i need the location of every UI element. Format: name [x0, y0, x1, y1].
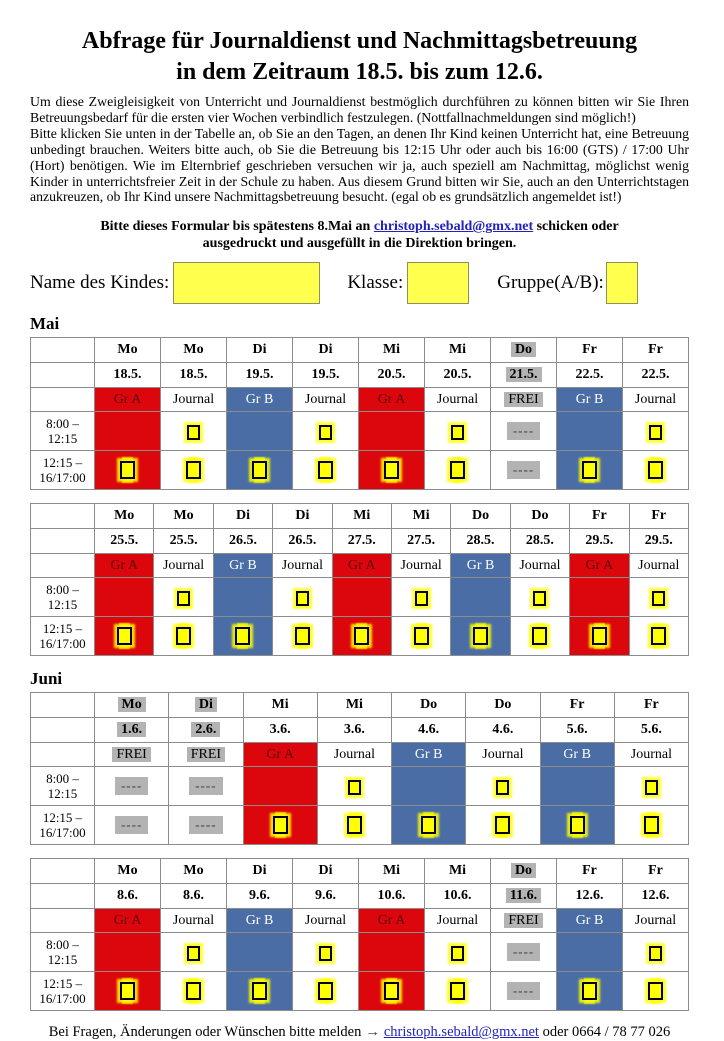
- slot-cell: [317, 767, 391, 806]
- frei-label: FREI: [504, 392, 542, 407]
- slot-cell: [510, 617, 569, 656]
- slot-cell: [451, 578, 510, 617]
- group-cell: Gr B: [451, 554, 510, 578]
- date-cell: 5.6.: [614, 718, 688, 743]
- day-header-cell: Di: [273, 504, 332, 529]
- day-header-cell: Fr: [629, 504, 688, 529]
- name-label: Name des Kindes:: [30, 272, 170, 294]
- checkbox[interactable]: [319, 425, 332, 440]
- slot-cell: [614, 806, 688, 845]
- title-line-1: Abfrage für Journaldienst und Nachmittagsbetreuung: [81, 28, 638, 54]
- checkbox[interactable]: [252, 461, 267, 479]
- slot-cell: [243, 767, 317, 806]
- date-cell: 9.6.: [293, 884, 359, 909]
- checkbox[interactable]: [651, 627, 666, 645]
- disabled-marker: ----: [115, 816, 148, 834]
- day-header-cell: Fr: [557, 338, 623, 363]
- month-heading-mai: Mai: [30, 314, 60, 334]
- slot-cell: [243, 806, 317, 845]
- corner-cell: [31, 693, 95, 718]
- group-cell: Gr A: [95, 909, 161, 933]
- checkbox[interactable]: [384, 461, 399, 479]
- slot-cell: [293, 412, 359, 451]
- slot-cell: [95, 578, 154, 617]
- corner-cell: [31, 363, 95, 388]
- slot-cell: [161, 451, 227, 490]
- slot-cell: [614, 767, 688, 806]
- group-cell: Journal: [614, 743, 688, 767]
- slot-cell: [359, 933, 425, 972]
- date-cell: 18.5.: [95, 363, 161, 388]
- arrow-icon: →: [365, 1024, 380, 1041]
- checkbox[interactable]: [318, 461, 333, 479]
- checkbox[interactable]: [582, 982, 597, 1000]
- disabled-marker: ----: [115, 777, 148, 795]
- checkbox[interactable]: [644, 816, 659, 834]
- group-cell: Journal: [425, 909, 491, 933]
- day-header-cell: Do: [392, 693, 466, 718]
- day-header-cell: Mi: [332, 504, 391, 529]
- slot-cell: [391, 578, 450, 617]
- slot-cell: [332, 617, 391, 656]
- date-cell: 3.6.: [243, 718, 317, 743]
- date-cell: 28.5.: [451, 529, 510, 554]
- date-cell: [169, 718, 243, 743]
- day-header-cell: Mo: [161, 338, 227, 363]
- group-cell: Gr A: [95, 554, 154, 578]
- slot-cell: [293, 451, 359, 490]
- corner-cell: [31, 529, 95, 554]
- day-header-cell: Do: [451, 504, 510, 529]
- holiday-highlight: 1.6.: [117, 722, 146, 737]
- group-cell: Gr A: [95, 388, 161, 412]
- group-cell: Gr B: [213, 554, 272, 578]
- submission-note: [85, 218, 634, 252]
- note-text-pre: Bitte dieses Formular bis spätestens 8.Mai an: [100, 219, 374, 235]
- checkbox[interactable]: [177, 591, 190, 606]
- checkbox[interactable]: [354, 627, 369, 645]
- checkbox[interactable]: [295, 627, 310, 645]
- checkbox[interactable]: [120, 982, 135, 1000]
- holiday-highlight: 11.6.: [506, 888, 541, 903]
- slot-cell: [359, 412, 425, 451]
- group-cell: Journal: [510, 554, 569, 578]
- frei-label: FREI: [112, 747, 150, 762]
- day-header-cell: Fr: [557, 859, 623, 884]
- holiday-highlight: Do: [511, 863, 536, 878]
- group-cell: Gr A: [243, 743, 317, 767]
- date-cell: 29.5.: [570, 529, 629, 554]
- checkbox[interactable]: [384, 982, 399, 1000]
- day-header-cell: Mi: [359, 338, 425, 363]
- group-cell: Gr B: [227, 909, 293, 933]
- checkbox[interactable]: [649, 946, 662, 961]
- day-header-cell: Do: [510, 504, 569, 529]
- checkbox[interactable]: [496, 780, 509, 795]
- checkbox[interactable]: [473, 627, 488, 645]
- note-text-post: schicken oder ausgedruckt und ausgefüllt in die Direktion bringen.: [202, 219, 619, 252]
- slot-cell: [466, 767, 540, 806]
- day-header-cell: Mi: [317, 693, 391, 718]
- checkbox[interactable]: [117, 627, 132, 645]
- checkbox[interactable]: [570, 816, 585, 834]
- group-cell: Journal: [273, 554, 332, 578]
- group-cell: Journal: [629, 554, 688, 578]
- time-row-label: 8:00 – 12:15: [31, 578, 95, 617]
- klasse-label: Klasse:: [347, 272, 404, 294]
- slot-cell: [213, 578, 272, 617]
- checkbox[interactable]: [318, 982, 333, 1000]
- title-line-2: in dem Zeitraum 18.5. bis zum 12.6.: [176, 59, 543, 85]
- slot-cell: [95, 933, 161, 972]
- corner-cell: [31, 743, 95, 767]
- slot-cell: [392, 806, 466, 845]
- contact-footer: [30, 1024, 689, 1041]
- gruppe-label: Gruppe(A/B):: [497, 272, 604, 294]
- slot-cell: [570, 578, 629, 617]
- group-cell: Journal: [466, 743, 540, 767]
- checkbox[interactable]: [450, 461, 465, 479]
- slot-cell: [161, 972, 227, 1011]
- group-cell: Gr B: [227, 388, 293, 412]
- checkbox[interactable]: [648, 461, 663, 479]
- schedule-table-mai-week2: [30, 503, 689, 656]
- day-header-cell: Mi: [425, 859, 491, 884]
- day-header-cell: Fr: [623, 859, 689, 884]
- slot-cell: [425, 451, 491, 490]
- time-row-label: 8:00 – 12:15: [31, 412, 95, 451]
- disabled-marker: ----: [507, 461, 540, 479]
- slot-cell: [629, 578, 688, 617]
- slot-cell: [273, 617, 332, 656]
- corner-cell: [31, 884, 95, 909]
- day-header-cell: Do: [466, 693, 540, 718]
- checkbox[interactable]: [532, 627, 547, 645]
- group-cell: Journal: [425, 388, 491, 412]
- day-header-cell: Fr: [570, 504, 629, 529]
- date-cell: 9.6.: [227, 884, 293, 909]
- group-cell: [95, 743, 169, 767]
- day-header-cell: Fr: [540, 693, 614, 718]
- slot-cell: [213, 617, 272, 656]
- day-header-cell: Di: [213, 504, 272, 529]
- slot-cell: [491, 933, 557, 972]
- day-header-cell: [491, 859, 557, 884]
- student-info-row: [30, 258, 689, 308]
- holiday-highlight: Di: [195, 697, 217, 712]
- slot-cell: [169, 767, 243, 806]
- page-title: [30, 26, 689, 88]
- slot-cell: [95, 617, 154, 656]
- footer-text-pre: Bei Fragen, Änderungen oder Wünschen bitte melden: [48, 1024, 362, 1041]
- checkbox[interactable]: [186, 461, 201, 479]
- time-row-label: 12:15 – 16/17:00: [31, 451, 95, 490]
- slot-cell: [154, 617, 213, 656]
- date-cell: 10.6.: [425, 884, 491, 909]
- checkbox[interactable]: [652, 591, 665, 606]
- checkbox[interactable]: [120, 461, 135, 479]
- slot-cell: [557, 933, 623, 972]
- date-cell: 26.5.: [273, 529, 332, 554]
- intro-paragraph-1: Um diese Zweigleisigkeit von Unterricht und Journaldienst bestmöglich durchführen zu können bitten wir Sie Ihren Betreuungsbedarf für die ersten vier Wochen verbindlich festzulegen. (Nottfallnachmeldungen sind möglich!): [30, 94, 689, 125]
- day-header-cell: Fr: [623, 338, 689, 363]
- day-header-cell: Mi: [425, 338, 491, 363]
- group-cell: Journal: [623, 388, 689, 412]
- slot-cell: [425, 933, 491, 972]
- date-cell: 20.5.: [359, 363, 425, 388]
- group-cell: [491, 909, 557, 933]
- date-cell: 25.5.: [95, 529, 154, 554]
- checkbox[interactable]: [347, 816, 362, 834]
- slot-cell: [629, 617, 688, 656]
- day-header-cell: Mo: [161, 859, 227, 884]
- checkbox[interactable]: [235, 627, 250, 645]
- group-cell: Gr B: [557, 909, 623, 933]
- date-cell: 29.5.: [629, 529, 688, 554]
- slot-cell: [95, 767, 169, 806]
- slot-cell: [359, 451, 425, 490]
- day-header-cell: Mo: [95, 338, 161, 363]
- group-cell: Gr B: [557, 388, 623, 412]
- slot-cell: [391, 617, 450, 656]
- disabled-marker: ----: [189, 777, 222, 795]
- slot-cell: [557, 412, 623, 451]
- slot-cell: [392, 767, 466, 806]
- date-cell: 27.5.: [332, 529, 391, 554]
- date-cell: 22.5.: [623, 363, 689, 388]
- day-header-cell: Di: [293, 859, 359, 884]
- checkbox[interactable]: [648, 982, 663, 1000]
- time-row-label: 8:00 – 12:15: [31, 933, 95, 972]
- slot-cell: [95, 806, 169, 845]
- holiday-highlight: 21.5.: [506, 367, 542, 382]
- group-cell: [169, 743, 243, 767]
- group-cell: Journal: [317, 743, 391, 767]
- checkbox[interactable]: [582, 461, 597, 479]
- group-cell: Gr A: [332, 554, 391, 578]
- date-cell: [491, 363, 557, 388]
- footer-email-link[interactable]: christoph.sebald@gmx.net: [383, 1024, 539, 1041]
- slot-cell: [169, 806, 243, 845]
- checkbox[interactable]: [414, 627, 429, 645]
- slot-cell: [293, 933, 359, 972]
- slot-cell: [540, 806, 614, 845]
- date-cell: 26.5.: [213, 529, 272, 554]
- date-cell: 4.6.: [392, 718, 466, 743]
- disabled-marker: ----: [507, 943, 540, 961]
- slot-cell: [227, 972, 293, 1011]
- slot-cell: [161, 412, 227, 451]
- checkbox[interactable]: [592, 627, 607, 645]
- group-cell: Journal: [623, 909, 689, 933]
- date-cell: 8.6.: [161, 884, 227, 909]
- date-cell: [95, 718, 169, 743]
- slot-cell: [425, 972, 491, 1011]
- date-cell: 5.6.: [540, 718, 614, 743]
- intro-paragraph-2: Bitte klicken Sie unten in der Tabelle an, ob Sie an den Tagen, an denen Ihr Kind keinen Unterricht hat, eine Betreuung unbedingt brauchen. Weiters bitte auch, ob Sie die Betreuung bis 12:15 Uhr oder auch bis 16:00 (GTS) / 17:00 Uhr (Hort) benötigen. Wie im Elternbrief geschrieben versuchen wir ja, auch speziell am Nachmittag, möglichst wenig Kinder in unterrichtsfreier Zeit in der Schule zu haben. Aus diesem Grund bitten wir Sie, auch an den Unterrichtstagen anzukreuzen, ob Ihr Kind unsere Nachmittagsbetreuung besucht. (egal ob es grundsätzlich angemeldet ist!): [30, 125, 689, 205]
- date-cell: 18.5.: [161, 363, 227, 388]
- frei-label: FREI: [187, 747, 225, 762]
- slot-cell: [161, 933, 227, 972]
- slot-cell: [491, 451, 557, 490]
- date-cell: 19.5.: [293, 363, 359, 388]
- day-header-cell: Mi: [391, 504, 450, 529]
- slot-cell: [623, 933, 689, 972]
- slot-cell: [623, 412, 689, 451]
- slot-cell: [95, 412, 161, 451]
- gruppe-input[interactable]: [606, 262, 638, 304]
- checkbox[interactable]: [186, 982, 201, 1000]
- slot-cell: [425, 412, 491, 451]
- slot-cell: [540, 767, 614, 806]
- day-header-cell: [491, 338, 557, 363]
- checkbox[interactable]: [495, 816, 510, 834]
- slot-cell: [570, 617, 629, 656]
- holiday-highlight: 2.6.: [191, 722, 220, 737]
- checkbox[interactable]: [348, 780, 361, 795]
- date-cell: [491, 884, 557, 909]
- time-row-label: 8:00 – 12:15: [31, 767, 95, 806]
- checkbox[interactable]: [176, 627, 191, 645]
- checkbox[interactable]: [296, 591, 309, 606]
- corner-cell: [31, 504, 95, 529]
- slot-cell: [154, 578, 213, 617]
- slot-cell: [491, 412, 557, 451]
- corner-cell: [31, 909, 95, 933]
- checkbox[interactable]: [187, 425, 200, 440]
- group-cell: [491, 388, 557, 412]
- checkbox[interactable]: [415, 591, 428, 606]
- date-cell: 25.5.: [154, 529, 213, 554]
- date-cell: 19.5.: [227, 363, 293, 388]
- slot-cell: [491, 972, 557, 1011]
- name-input[interactable]: [173, 262, 320, 304]
- slot-cell: [273, 578, 332, 617]
- slot-cell: [227, 412, 293, 451]
- klasse-input[interactable]: [407, 262, 469, 304]
- holiday-highlight: Mo: [118, 697, 146, 712]
- slot-cell: [317, 806, 391, 845]
- date-cell: 12.6.: [623, 884, 689, 909]
- checkbox[interactable]: [451, 946, 464, 961]
- note-email-link[interactable]: christoph.sebald@gmx.net: [373, 219, 534, 235]
- corner-cell: [31, 338, 95, 363]
- day-header-cell: Mo: [95, 504, 154, 529]
- checkbox[interactable]: [533, 591, 546, 606]
- slot-cell: [227, 933, 293, 972]
- group-cell: Gr A: [359, 909, 425, 933]
- group-cell: Gr B: [392, 743, 466, 767]
- checkbox[interactable]: [649, 425, 662, 440]
- group-cell: Gr A: [359, 388, 425, 412]
- disabled-marker: ----: [189, 816, 222, 834]
- date-cell: 28.5.: [510, 529, 569, 554]
- day-header-cell: Di: [227, 859, 293, 884]
- holiday-highlight: Do: [511, 342, 536, 357]
- group-cell: Journal: [293, 388, 359, 412]
- date-cell: 12.6.: [557, 884, 623, 909]
- group-cell: Journal: [161, 909, 227, 933]
- checkbox[interactable]: [252, 982, 267, 1000]
- slot-cell: [466, 806, 540, 845]
- slot-cell: [332, 578, 391, 617]
- corner-cell: [31, 388, 95, 412]
- checkbox[interactable]: [187, 946, 200, 961]
- time-row-label: 12:15 – 16/17:00: [31, 617, 95, 656]
- corner-cell: [31, 554, 95, 578]
- date-cell: 27.5.: [391, 529, 450, 554]
- group-cell: Gr B: [540, 743, 614, 767]
- disabled-marker: ----: [507, 422, 540, 440]
- slot-cell: [510, 578, 569, 617]
- month-heading-juni: Juni: [30, 669, 63, 689]
- day-header-cell: Di: [227, 338, 293, 363]
- date-cell: 10.6.: [359, 884, 425, 909]
- frei-label: FREI: [504, 913, 542, 928]
- group-cell: Journal: [391, 554, 450, 578]
- day-header-cell: Mi: [359, 859, 425, 884]
- group-cell: Journal: [293, 909, 359, 933]
- group-cell: Gr A: [570, 554, 629, 578]
- day-header-cell: Fr: [614, 693, 688, 718]
- time-row-label: 12:15 – 16/17:00: [31, 972, 95, 1011]
- schedule-table-juni-week1: [30, 692, 689, 845]
- footer-text-post: oder 0664 / 78 77 026: [538, 1024, 671, 1041]
- checkbox[interactable]: [450, 982, 465, 1000]
- corner-cell: [31, 718, 95, 743]
- corner-cell: [31, 859, 95, 884]
- day-header-cell: [95, 693, 169, 718]
- slot-cell: [95, 451, 161, 490]
- day-header-cell: Di: [293, 338, 359, 363]
- disabled-marker: ----: [507, 982, 540, 1000]
- date-cell: 4.6.: [466, 718, 540, 743]
- group-cell: Journal: [154, 554, 213, 578]
- date-cell: 20.5.: [425, 363, 491, 388]
- checkbox[interactable]: [451, 425, 464, 440]
- checkbox[interactable]: [645, 780, 658, 795]
- checkbox[interactable]: [319, 946, 332, 961]
- time-row-label: 12:15 – 16/17:00: [31, 806, 95, 845]
- checkbox[interactable]: [273, 816, 288, 834]
- day-header-cell: Mo: [154, 504, 213, 529]
- schedule-table-mai-week1: [30, 337, 689, 490]
- date-cell: 22.5.: [557, 363, 623, 388]
- day-header-cell: Mo: [95, 859, 161, 884]
- checkbox[interactable]: [421, 816, 436, 834]
- schedule-table-juni-week2: [30, 858, 689, 1011]
- day-header-cell: [169, 693, 243, 718]
- day-header-cell: Mi: [243, 693, 317, 718]
- slot-cell: [623, 451, 689, 490]
- slot-cell: [623, 972, 689, 1011]
- date-cell: 8.6.: [95, 884, 161, 909]
- slot-cell: [227, 451, 293, 490]
- slot-cell: [557, 451, 623, 490]
- slot-cell: [557, 972, 623, 1011]
- group-cell: Journal: [161, 388, 227, 412]
- slot-cell: [95, 972, 161, 1011]
- date-cell: 3.6.: [317, 718, 391, 743]
- slot-cell: [359, 972, 425, 1011]
- slot-cell: [293, 972, 359, 1011]
- slot-cell: [451, 617, 510, 656]
